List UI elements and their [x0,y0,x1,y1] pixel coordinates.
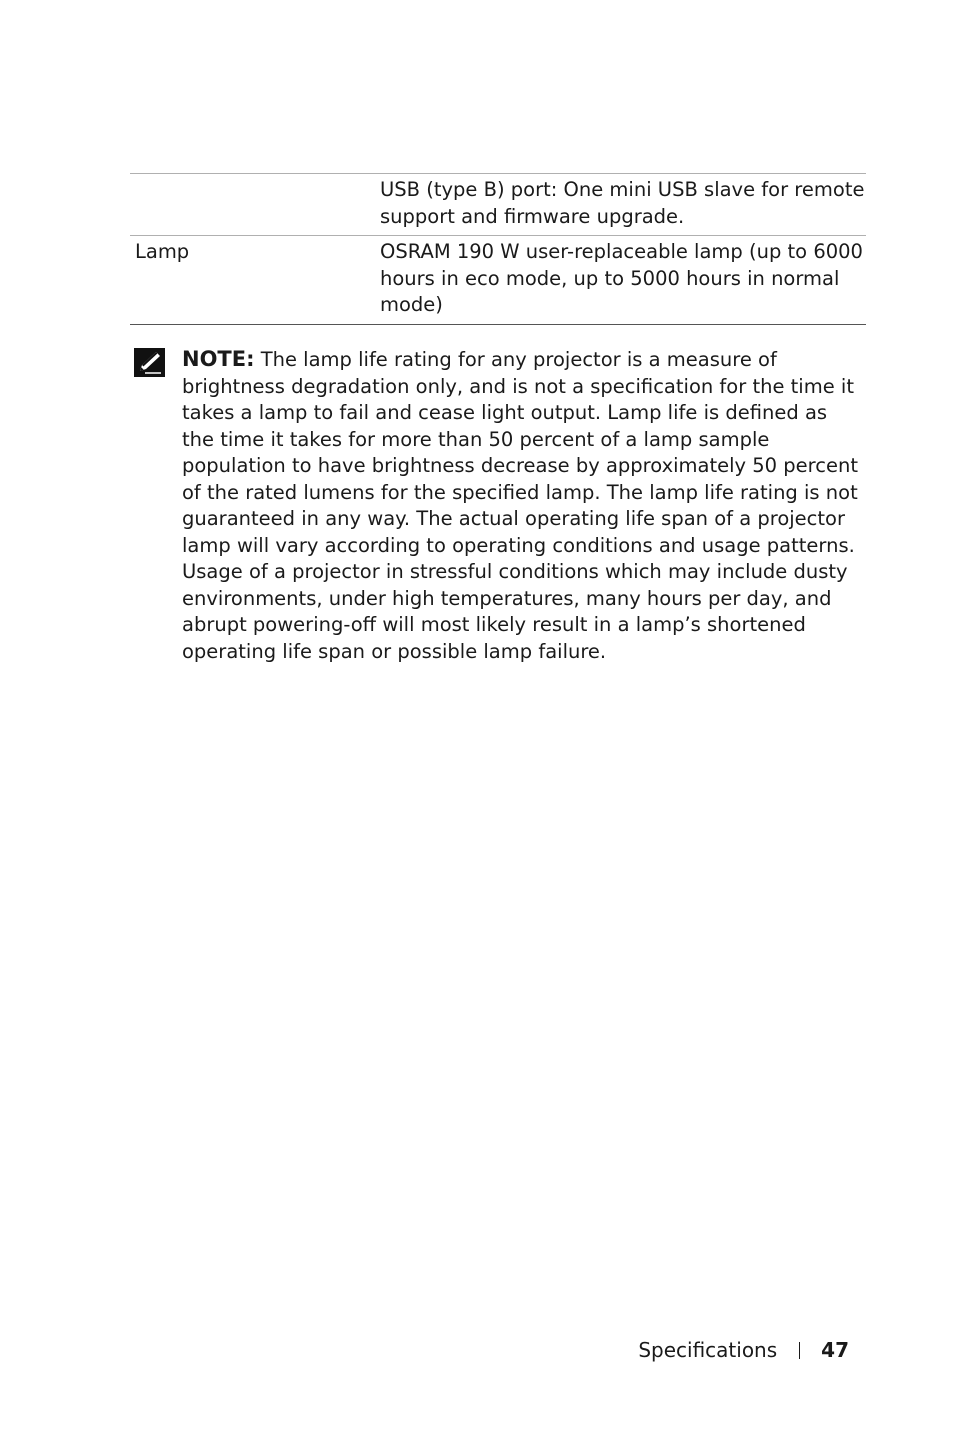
spec-value: USB (type B) port: One mini USB slave for remote support and firmware upgrade. [380,178,865,228]
footer-divider [799,1342,800,1359]
page-number: 47 [821,1338,849,1362]
note-text [182,346,862,665]
pencil-note-icon [134,348,165,377]
spec-table [130,173,866,325]
spec-label [130,174,380,236]
note-body: The lamp life rating for any projector is a measure of brightness degradation only, and is not a specification for the time it takes a lamp to fail and cease light output. Lamp life is defined as the time it takes for more than 50 percent of a lamp sample population to have brightness decrease by approximately 50 percent of the rated lumens for the specified lamp. The lamp life rating is not guaranteed in any way. The actual operating life span of a projector lamp will vary according to operating conditions and usage patterns. Usage of a projector in stressful conditions which may include dusty environments, under high temperatures, many hours per day, and abrupt powering-off will most likely result in a lamp’s shortened operating life span or possible lamp failure. [182,348,858,663]
footer-section: Specifications [638,1338,778,1362]
spec-label: Lamp [135,240,190,263]
spec-value: OSRAM 190 W user-replaceable lamp (up to 6000 hours in eco mode, up to 5000 hours in normal mode) [380,240,863,316]
page-footer [638,1336,849,1364]
note-label: NOTE: [182,347,255,371]
table-row [130,174,866,236]
table-row [130,236,866,325]
